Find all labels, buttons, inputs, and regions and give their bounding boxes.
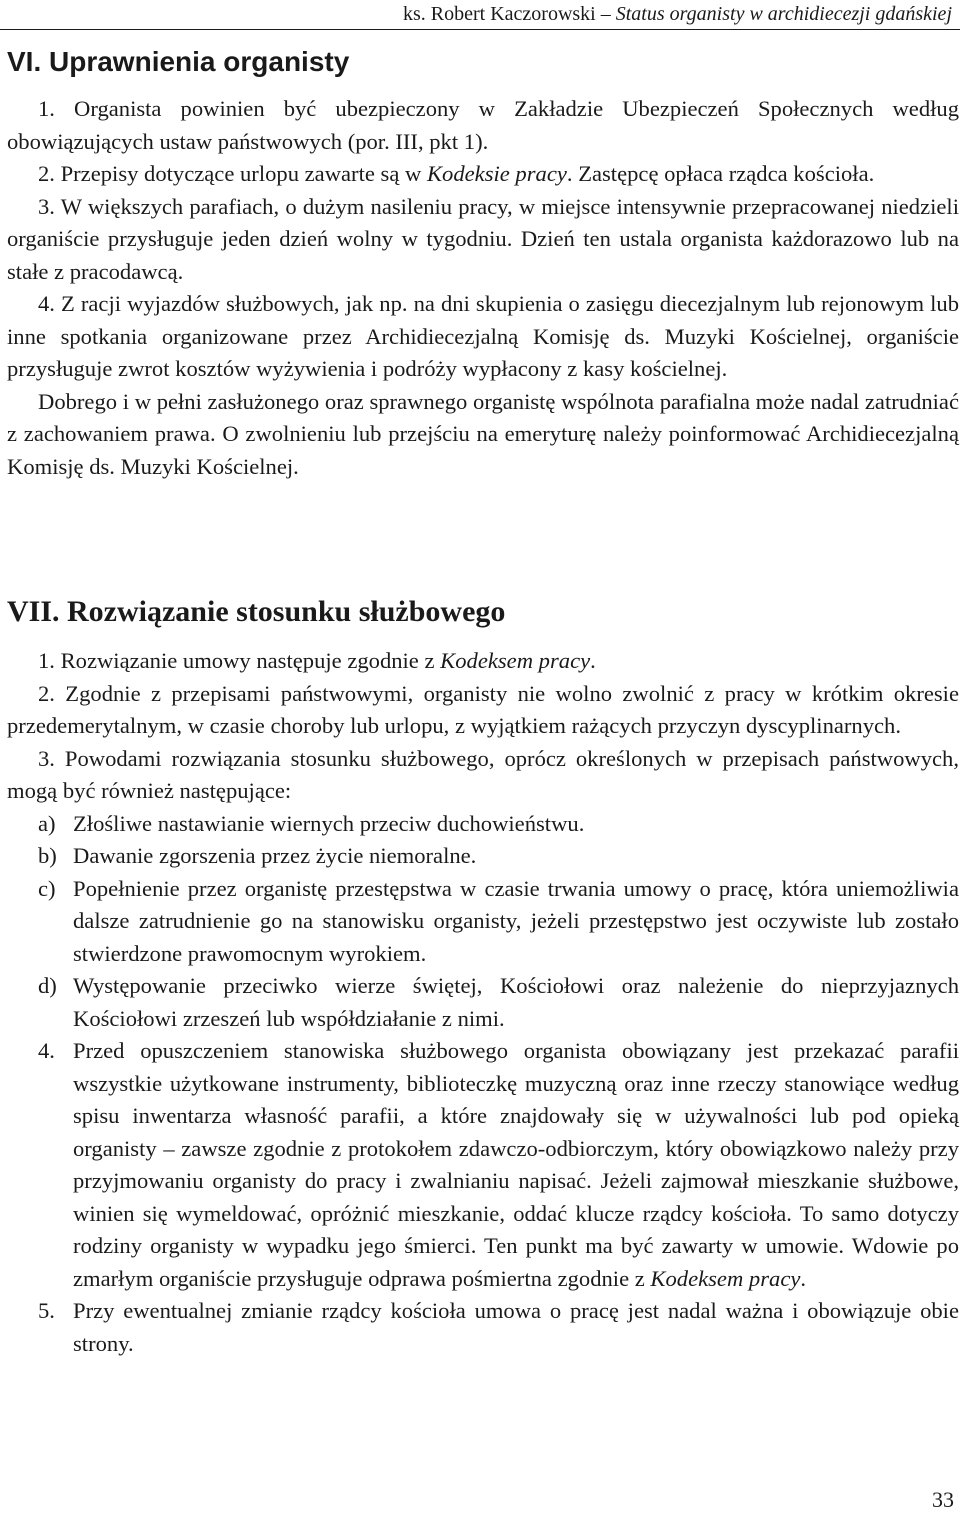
- emphasis: Kodeksie pracy: [426, 161, 567, 186]
- list-item-label: c): [38, 875, 56, 901]
- paragraph: 3. Powodami rozwiązania stosunku służbowego, oprócz określonych w przepisach państwowych, mogą być również następujące:: [7, 745, 959, 803]
- list-item-text: Złośliwe nastawianie wiernych przeciw duchowieństwu.: [73, 810, 585, 836]
- header-rule: [0, 29, 960, 30]
- list-item-label: a): [38, 810, 56, 836]
- text-run: 2. Przepisy dotyczące urlopu zawarte są w: [38, 161, 427, 186]
- emphasis: Kodeksem pracy: [650, 1265, 801, 1291]
- list-item: [7, 873, 959, 971]
- text-run: Przed opuszczeniem stanowiska służbowego organista obowiązany jest przekazać parafii wszystkie użytkowane instrumenty, biblioteczkę muzyczną oraz inne rzeczy stanowiące według spisu inwentarza własność parafii, a które znajdowały się w używalności lub pod opieką organisty – zawsze zgodnie z protokołem zdawczo-odbiorczym, który obowiązkowo należy przy przyjmowaniu organisty do pracy i zwalnianiu napisać. Jeżeli zajmował mieszkanie służbowe, winien się wymeldować, opróżnić mieszkanie, oddać klucze rządcy kościoła. To samo dotyczy rodziny organisty w wypadku jego śmierci. Ten punkt ma być zawarty w umowie. Wdowie po zmarłym organiście przysługuje odprawa pośmiertna zgodnie z: [73, 1038, 959, 1291]
- numbered-item: [7, 1295, 959, 1360]
- numbered-item: [7, 1035, 959, 1295]
- running-head-dash: –: [595, 3, 616, 25]
- running-head-title: Status organisty w archidiecezji gdańskiej: [615, 3, 952, 25]
- paragraph: 3. W większych parafiach, o dużym nasileniu pracy, w miejsce intensywnie przepracowanej niedzieli organiście przysługuje jeden dzień wolny w tygodniu. Dzień ten ustala organista każdorazowo lub na stałe z pracodawcą.: [7, 193, 959, 284]
- emphasis: Kodeksem pracy: [440, 648, 591, 673]
- paragraph: Dobrego i w pełni zasłużonego oraz sprawnego organistę wspólnota parafialna może nadal zatrudniać z zachowaniem prawa. O zwolnieniu lub przejściu na emeryturę należy poinformować Archidiecezjalną Komisję ds. Muzyki Kościelnej.: [7, 388, 959, 479]
- paragraph: 1. Organista powinien być ubezpieczony w Zakładzie Ubezpieczeń Społecznych według obowiązujących ustaw państwowych (por. III, pkt 1).: [7, 96, 959, 154]
- numbered-item-text: Przy ewentualnej zmianie rządcy kościoła umowa o pracę jest nadal ważna i obowiązuje obie strony.: [73, 1298, 959, 1356]
- running-head: [0, 2, 952, 26]
- text-run: 1. Rozwiązanie umowy następuje zgodnie z: [38, 648, 441, 673]
- section-vi-body: [7, 93, 959, 483]
- section-heading-vii: VII. Rozwiązanie stosunku służbowego: [7, 595, 506, 628]
- section-heading-vi: VI. Uprawnienia organisty: [7, 46, 350, 77]
- numbered-item-label: 5.: [38, 1298, 55, 1323]
- section-vii-body: [7, 645, 959, 1360]
- list-item-text: Dawanie zgorszenia przez życie niemoralne.: [73, 843, 477, 868]
- paragraph: [7, 158, 959, 191]
- paragraph: 2. Zgodnie z przepisami państwowymi, organisty nie wolno zwolnić z pracy w krótkim okresie przedemerytalnym, w czasie choroby lub urlopu, z wyjątkiem rażących przyczyn dyscyplinarnych.: [7, 680, 959, 738]
- running-head-author: ks. Robert Kaczorowski: [403, 3, 596, 25]
- list-item: [7, 840, 959, 873]
- list-item-text: Występowanie przeciwko wierze świętej, Kościołowi oraz należenie do nieprzyjaznych Kościołowi zrzeszeń lub współdziałanie z nimi.: [73, 973, 959, 1031]
- numbered-item-text: [73, 1035, 959, 1295]
- text-run: .: [590, 648, 596, 673]
- list-item-text: Popełnienie przez organistę przestępstwa w czasie trwania umowy o pracę, która uniemożliwia dalsze zatrudnienie go na stanowisku organisty, jeżeli przestępstwo jest oczywiste lub zostało stwierdzone prawomocnym wyrokiem.: [73, 875, 959, 966]
- list-item: [7, 808, 959, 841]
- text-run: .: [800, 1265, 807, 1291]
- numbered-item-label: 4.: [38, 1038, 55, 1063]
- paragraph: 4. Z racji wyjazdów służbowych, jak np. na dni skupienia o zasięgu diecezjalnym lub rejonowym lub inne spotkania organizowane przez Archidiecezjalną Komisję ds. Muzyki Kościelnej, organiście przysługuje zwrot kosztów wyżywienia i podróży wypłacony z kasy kościelnej.: [7, 291, 959, 381]
- paragraph: [7, 645, 959, 678]
- list-item: [7, 970, 959, 1035]
- page-number: 33: [932, 1487, 954, 1512]
- list-item-label: d): [38, 973, 57, 998]
- text-run: . Zastępcę opłaca rządca kościoła.: [566, 161, 875, 186]
- list-item-label: b): [38, 843, 57, 868]
